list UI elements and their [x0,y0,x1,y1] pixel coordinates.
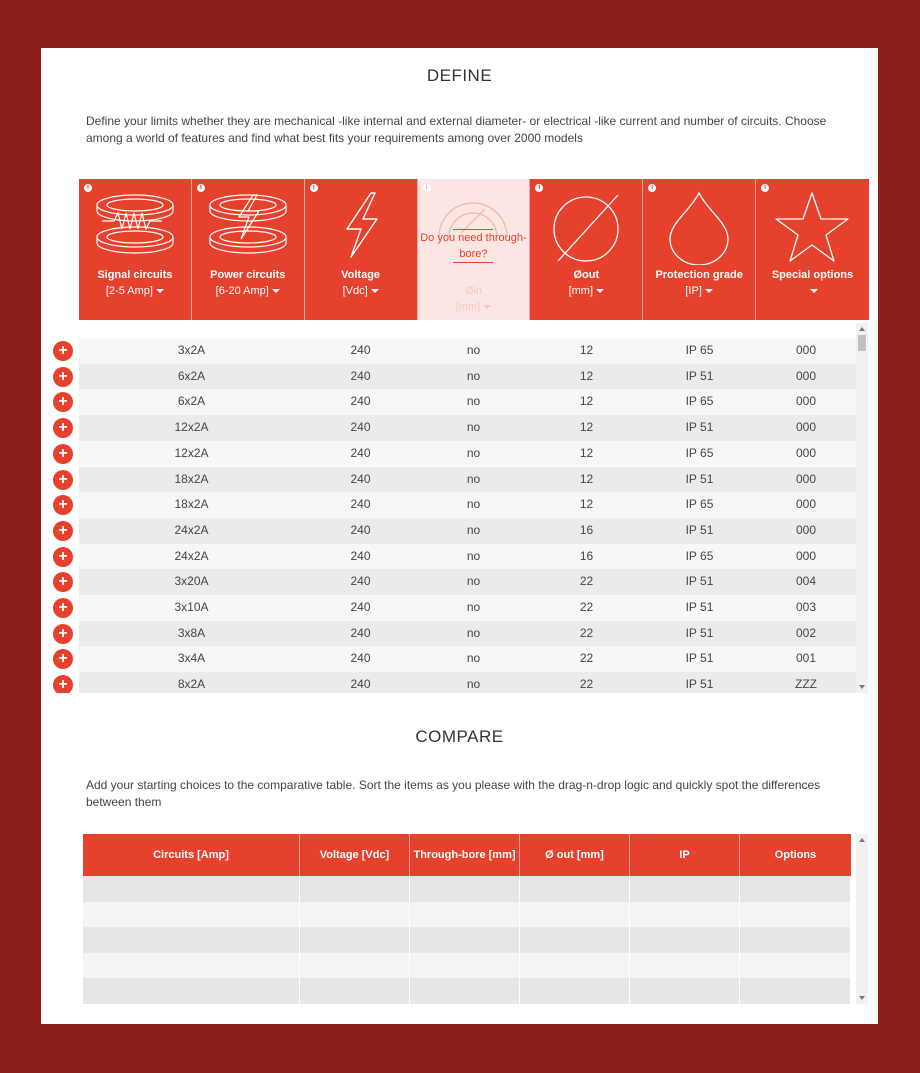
cell-outer-diameter: 22 [579,677,594,692]
row-cells[interactable] [79,415,856,441]
cell-outer-diameter: 12 [579,420,594,435]
row-cells[interactable] [79,621,856,647]
info-icon[interactable]: i [423,184,431,192]
table-row [41,569,856,595]
diameter-icon [546,189,626,265]
cell-options: 000 [795,343,817,357]
filter-bar [79,179,869,320]
cell-through-bore: no [466,548,481,563]
results-table [41,338,878,693]
compare-cell [630,953,740,979]
add-to-compare-button[interactable]: + [53,392,73,412]
row-cells[interactable] [79,492,856,518]
define-title: DEFINE [426,66,493,85]
compare-cell [410,978,520,1004]
through-bore-question: Do you need through-bore? [420,232,527,260]
cell-protection: IP 51 [685,368,714,383]
cell-options: 000 [795,548,817,563]
table-row [41,441,856,467]
cell-protection: IP 51 [685,471,714,486]
cell-protection: IP 65 [685,497,714,512]
compare-row[interactable] [83,876,851,902]
cell-through-bore: no [466,625,481,640]
divider [453,229,493,230]
add-to-compare-button[interactable]: + [53,649,73,669]
cell-protection: IP 65 [685,394,714,409]
cell-options: 000 [795,420,817,435]
table-row [41,492,856,518]
cell-voltage: 240 [350,522,371,537]
cell-options: 001 [795,651,817,666]
cell-through-bore: no [466,677,481,692]
compare-col-outer-diameter: Ø out [mm] [520,834,630,876]
compare-cell [300,876,410,902]
compare-cell [740,953,851,979]
cell-options: 000 [795,368,817,383]
cell-circuits: 6x2A [177,368,206,383]
cell-protection: IP 51 [685,651,714,666]
cell-circuits: 24x2A [174,548,209,563]
scroll-up-icon[interactable] [859,327,865,331]
star-icon [774,189,850,265]
cell-outer-diameter: 16 [579,548,594,563]
filter-label: Signal circuits [97,269,173,281]
add-to-compare-button[interactable]: + [53,418,73,438]
compare-row[interactable] [83,927,851,953]
cell-circuits: 6x2A [177,394,206,409]
scroll-down-icon[interactable] [859,685,865,689]
filter-unit: [mm] [455,301,481,313]
cell-voltage: 240 [350,445,371,460]
compare-cell [83,978,300,1004]
cell-circuits: 12x2A [174,420,209,435]
row-cells[interactable] [79,467,856,493]
compare-cell [740,876,851,902]
caret-down-icon [272,289,280,293]
cell-through-bore: no [466,343,481,357]
add-to-compare-button[interactable]: + [53,598,73,618]
filter-signal-circuits[interactable] [79,179,192,320]
info-icon[interactable]: i [84,184,92,192]
row-cells[interactable] [79,338,856,364]
filter-unit: [2-5 Amp] [105,285,153,297]
caret-down-icon [483,305,491,309]
cell-circuits: 3x10A [174,600,209,614]
cell-options: 003 [795,600,817,614]
caret-down-icon [371,289,379,293]
compare-table [83,834,851,1004]
scroll-thumb[interactable] [858,335,866,351]
add-to-compare-button[interactable]: + [53,547,73,567]
compare-cell [520,978,630,1004]
compare-cell [300,978,410,1004]
cell-circuits: 12x2A [174,445,209,460]
row-cells[interactable] [79,364,856,390]
table-row [41,621,856,647]
cell-outer-diameter: 22 [579,600,594,614]
compare-cell [520,953,630,979]
filter-label: Øout [573,269,600,281]
compare-cell [83,876,300,902]
cell-voltage: 240 [350,368,371,383]
filter-protection-grade[interactable] [643,179,756,320]
main-panel [41,48,878,1024]
filter-voltage[interactable] [305,179,418,320]
compare-cell [630,876,740,902]
add-to-compare-button[interactable]: + [53,675,73,693]
cell-voltage: 240 [350,677,371,692]
compare-col-options: Options [774,849,817,861]
row-cells[interactable] [79,672,856,693]
table-row [41,672,856,693]
cell-options: 000 [795,445,817,460]
filter-unit: [mm] [568,285,594,297]
cell-protection: IP 51 [685,625,714,640]
table-row [41,595,856,621]
signal-rings-icon [92,189,178,259]
table-row [41,415,856,441]
cell-voltage: 240 [350,420,371,435]
compare-cell [520,927,630,953]
table-row [41,389,856,415]
cell-outer-diameter: 16 [579,522,594,537]
compare-scrollbar[interactable] [856,834,868,1004]
scroll-up-icon[interactable] [859,838,865,842]
info-icon[interactable]: i [197,184,205,192]
cell-outer-diameter: 12 [579,471,594,486]
row-cells[interactable] [79,646,856,672]
compare-cell [300,902,410,928]
row-cells[interactable] [79,569,856,595]
cell-outer-diameter: 22 [579,574,594,589]
add-to-compare-button[interactable]: + [53,444,73,464]
cell-options: ZZZ [795,677,817,692]
compare-cell [520,876,630,902]
compare-cell [520,902,630,928]
cell-options: 000 [795,471,817,486]
cell-protection: IP 65 [685,548,714,563]
cell-circuits: 18x2A [174,471,209,486]
cell-circuits: 3x8A [177,625,206,640]
cell-circuits: 3x4A [177,651,206,666]
cell-options: 000 [795,497,817,512]
add-to-compare-button[interactable]: + [53,572,73,592]
info-icon[interactable]: i [310,184,318,192]
compare-row[interactable] [83,953,851,979]
cell-through-bore: no [466,368,481,383]
cell-voltage: 240 [350,548,371,563]
table-row [41,646,856,672]
cell-voltage: 240 [350,497,371,512]
row-cells[interactable] [79,544,856,570]
cell-circuits: 24x2A [174,522,209,537]
cell-protection: IP 51 [685,420,714,435]
cell-circuits: 3x20A [174,574,209,589]
caret-down-icon [705,289,713,293]
cell-protection: IP 51 [685,677,714,692]
compare-cell [740,927,851,953]
results-scrollbar[interactable] [856,323,868,693]
lightning-icon [331,189,391,261]
add-to-compare-button[interactable]: + [53,624,73,644]
cell-outer-diameter: 22 [579,625,594,640]
scroll-down-icon[interactable] [859,996,865,1000]
table-row [41,518,856,544]
compare-cell [410,953,520,979]
compare-col-through-bore: Through-bore [mm] [410,834,520,876]
filter-label: Protection grade [655,269,743,281]
cell-through-bore: no [466,574,481,589]
compare-col-ip: IP [630,834,740,876]
cell-voltage: 240 [350,394,371,409]
cell-voltage: 240 [350,471,371,486]
cell-options: 000 [795,522,817,537]
cell-protection: IP 51 [685,522,714,537]
filter-unit: [IP] [685,285,702,297]
compare-cell [83,953,300,979]
compare-header [83,834,851,876]
compare-col-voltage: Voltage [Vdc] [300,834,410,876]
cell-outer-diameter: 12 [579,445,594,460]
caret-down-icon [596,289,604,293]
compare-cell [740,902,851,928]
compare-cell [83,927,300,953]
info-icon[interactable]: i [761,184,769,192]
cell-protection: IP 65 [685,343,714,357]
cell-circuits: 18x2A [174,497,209,512]
filter-label: Øin [464,285,483,297]
cell-outer-diameter: 12 [579,497,594,512]
cell-circuits: 3x2A [177,343,206,357]
divider [453,262,493,263]
drop-icon [664,189,734,265]
caret-down-icon [156,289,164,293]
compare-row[interactable] [83,978,851,1004]
cell-through-bore: no [466,471,481,486]
filter-label: Special options [771,269,854,281]
cell-protection: IP 51 [685,574,714,589]
cell-through-bore: no [466,394,481,409]
table-row [41,364,856,390]
table-row [41,467,856,493]
caret-down-icon [810,289,818,293]
compare-cell [630,927,740,953]
row-cells[interactable] [79,441,856,467]
add-to-compare-button[interactable]: + [53,521,73,541]
add-to-compare-button[interactable]: + [53,470,73,490]
compare-row[interactable] [83,902,851,928]
compare-cell [83,902,300,928]
filter-unit: [6-20 Amp] [215,285,269,297]
cell-through-bore: no [466,445,481,460]
filter-label: Voltage [341,269,381,281]
cell-through-bore: no [466,420,481,435]
filter-power-circuits[interactable] [192,179,305,320]
compare-cell [630,902,740,928]
cell-protection: IP 65 [685,445,714,460]
compare-cell [410,902,520,928]
info-icon[interactable]: i [648,184,656,192]
filter-unit: [Vdc] [342,285,368,297]
row-cells[interactable] [79,389,856,415]
cell-outer-diameter: 12 [579,368,594,383]
compare-col-circuits: Circuits [Amp] [83,834,300,876]
table-row [41,338,856,364]
cell-options: 002 [795,625,817,640]
add-to-compare-button[interactable]: + [53,341,73,361]
filter-through-bore[interactable] [418,179,531,320]
cell-through-bore: no [466,522,481,537]
filter-special-options[interactable] [756,179,869,320]
cell-voltage: 240 [350,625,371,640]
cell-options: 000 [795,394,817,409]
cell-voltage: 240 [350,600,371,614]
cell-options: 004 [795,574,817,589]
cell-through-bore: no [466,651,481,666]
add-to-compare-button[interactable]: + [53,495,73,515]
cell-outer-diameter: 22 [579,651,594,666]
compare-cell [410,927,520,953]
compare-cell [410,876,520,902]
cell-voltage: 240 [350,343,371,357]
power-rings-icon [205,189,291,259]
cell-circuits: 8x2A [177,677,206,692]
filter-label: Power circuits [210,269,286,281]
cell-through-bore: no [466,600,481,614]
compare-cell [630,978,740,1004]
cell-voltage: 240 [350,574,371,589]
compare-cell [300,927,410,953]
cell-through-bore: no [466,497,481,512]
table-row [41,544,856,570]
cell-voltage: 240 [350,651,371,666]
cell-outer-diameter: 12 [579,343,594,357]
compare-cell [300,953,410,979]
compare-description: Add your starting choices to the comparative table. Sort the items as you please with the drag-n-drop logic and quickly spot the differences between them [86,778,821,809]
info-icon[interactable]: i [535,184,543,192]
compare-title: COMPARE [415,727,504,746]
define-description: Define your limits whether they are mechanical -like internal and external diameter- or electrical -like current and number of circuits. Choose among a world of features and find what best fits your requirements among over 2000 models [86,114,827,145]
cell-protection: IP 51 [685,600,714,614]
compare-cell [740,978,851,1004]
filter-outer-diameter[interactable] [530,179,643,320]
add-to-compare-button[interactable]: + [53,367,73,387]
row-cells[interactable] [79,518,856,544]
row-cells[interactable] [79,595,856,621]
cell-outer-diameter: 12 [579,394,594,409]
